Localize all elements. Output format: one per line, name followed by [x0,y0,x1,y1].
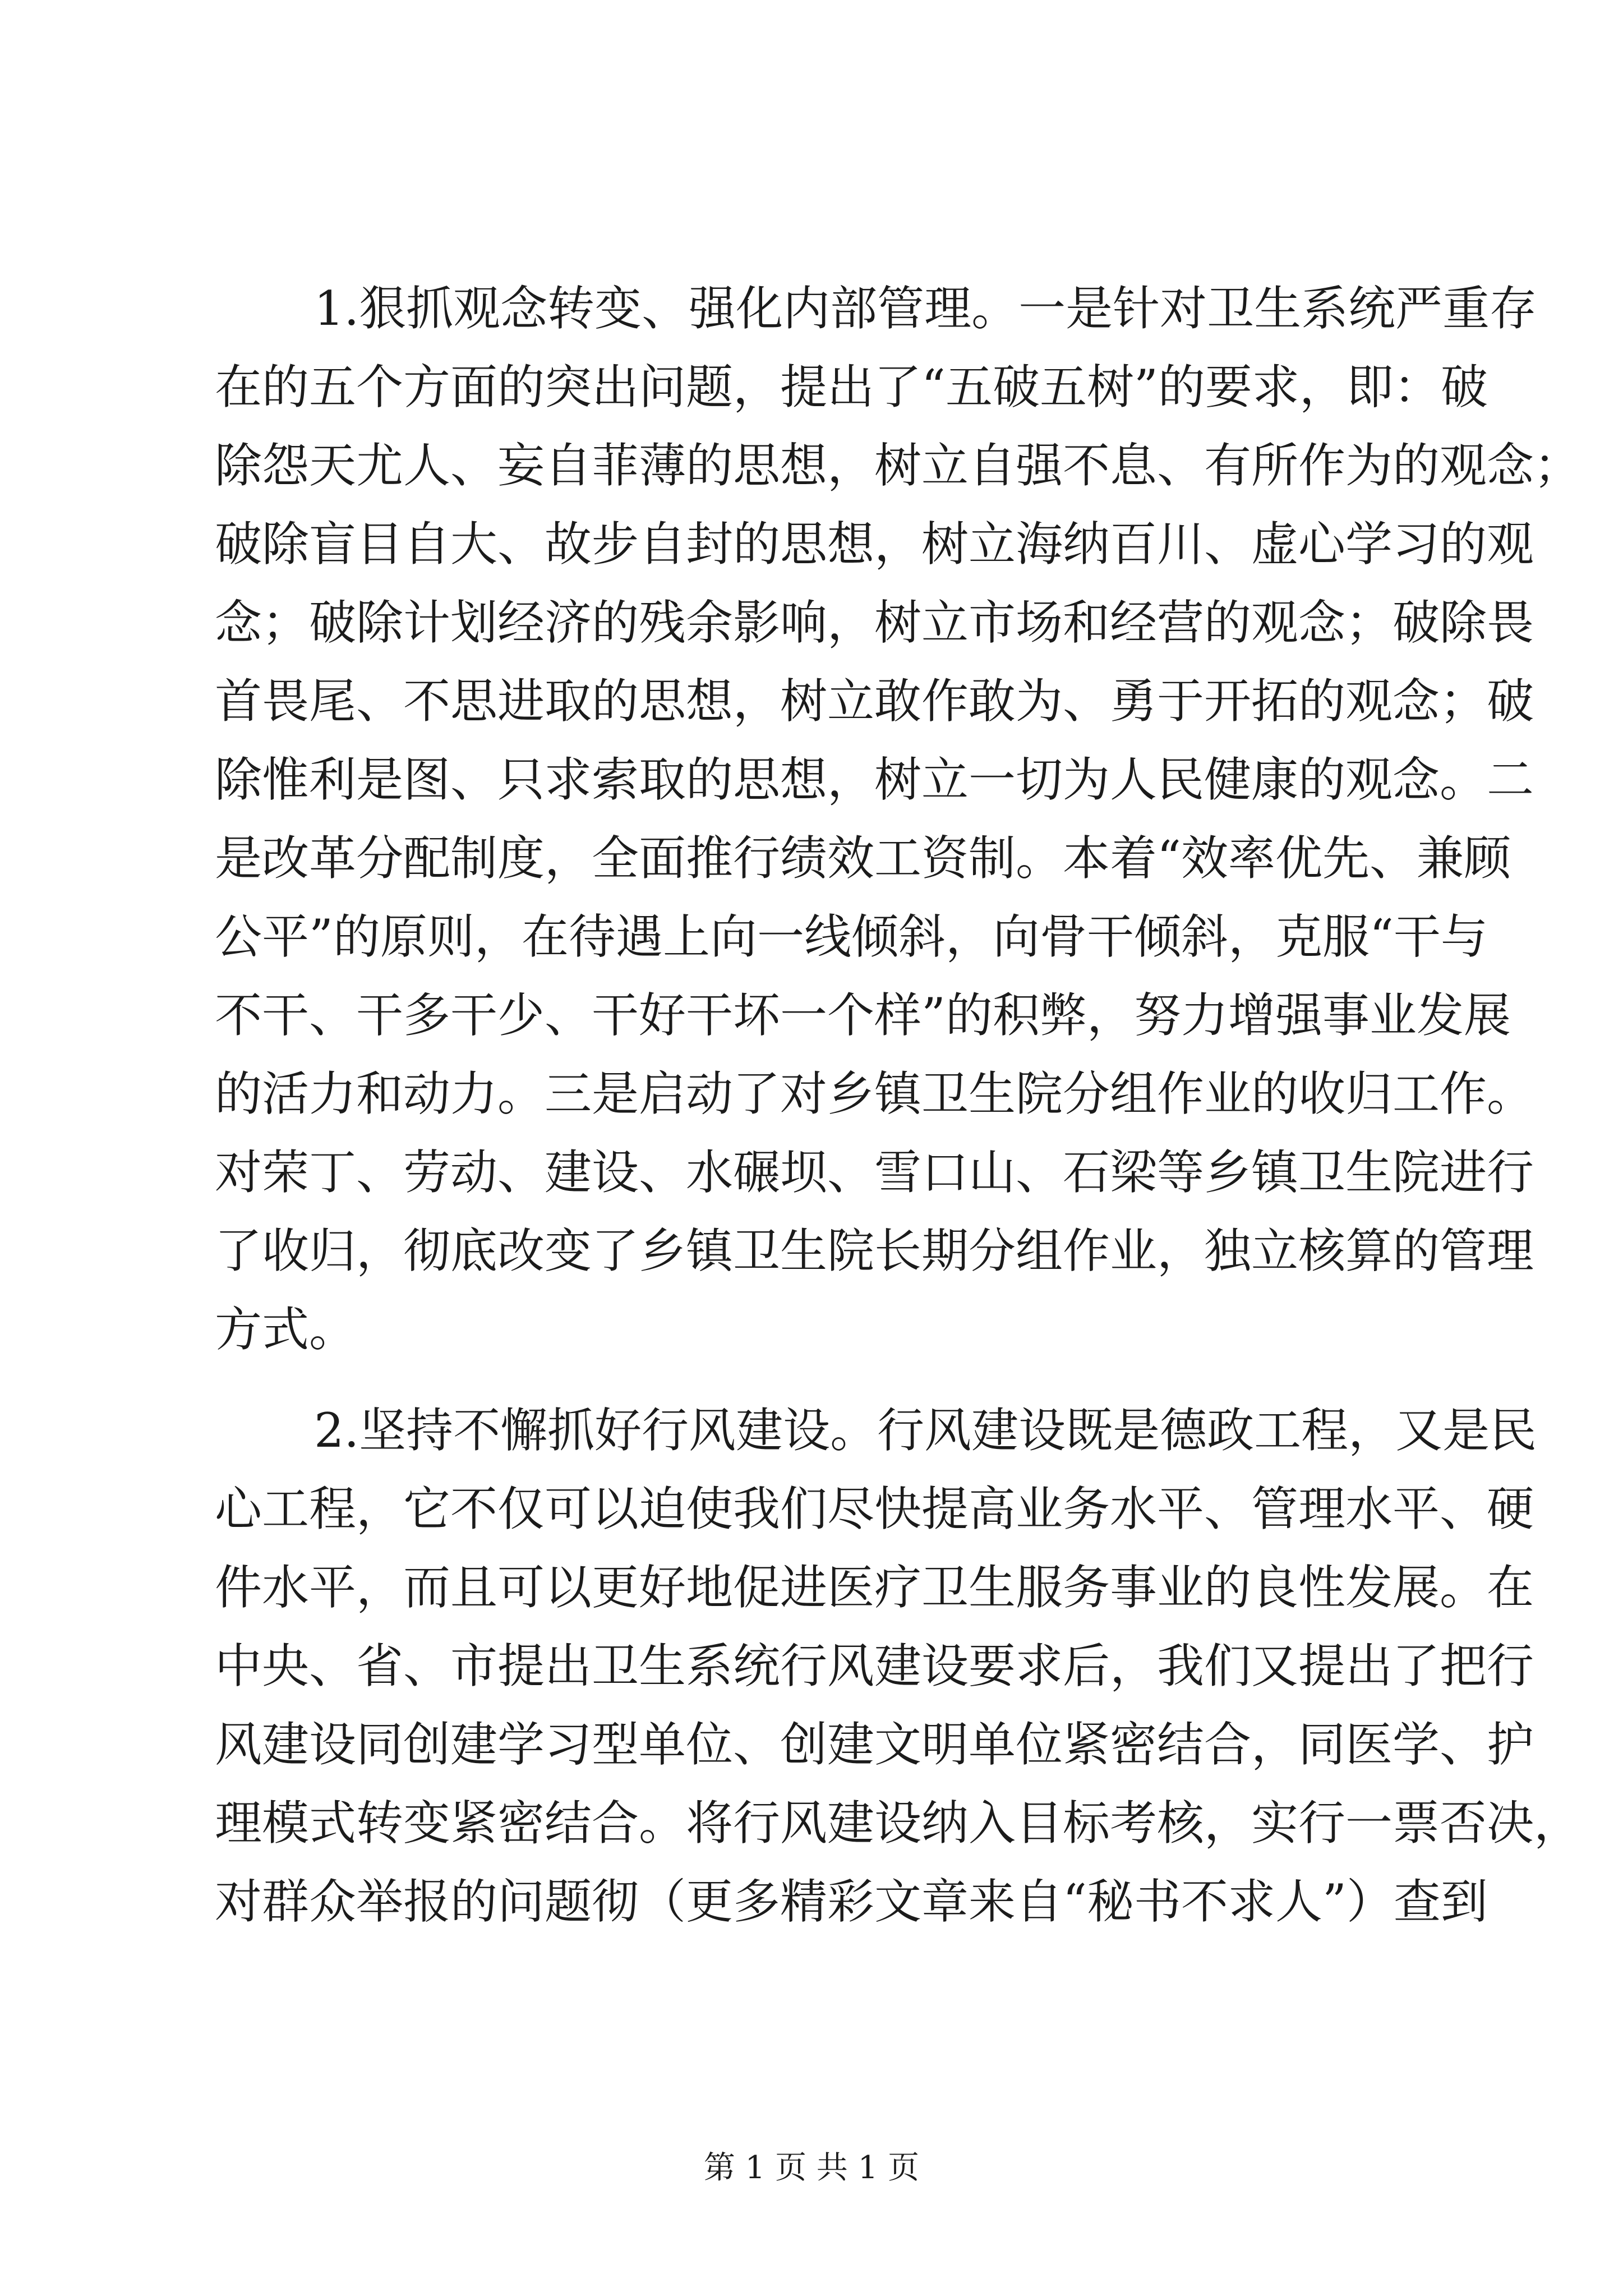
paragraph-1-line-8: 是改革分配制度，全面推行绩效工资制。本着“效率优先、兼顾 [215,831,1511,886]
paragraph-1-line-13: 了收归，彻底改变了乡镇卫生院长期分组作业，独立核算的管理 [215,1223,1534,1278]
paragraph-1-line-4: 破除盲目自大、故步自封的思想，树立海纳百川、虚心学习的观 [215,517,1534,572]
paragraph-1-line-9: 公平”的原则，在待遇上向一线倾斜，向骨干倾斜，克服“干与 [215,909,1488,964]
paragraph-2-line-6: 理模式转变紧密结合。将行风建设纳入目标考核，实行一票否决， [215,1796,1581,1851]
paragraph-2-line-7: 对群众举报的问题彻（更多精彩文章来自“秘书不求人”）查到 [215,1874,1488,1929]
paragraph-1-line-12: 对荣丁、劳动、建设、水碾坝、雪口山、石梁等乡镇卫生院进行 [215,1145,1534,1200]
paragraph-2-line-4: 中央、省、市提出卫生系统行风建设要求后，我们又提出了把行 [215,1639,1534,1694]
paragraph-1-line-7: 除惟利是图、只求索取的思想，树立一切为人民健康的观念。二 [215,752,1534,807]
page-footer: 第 1 页 共 1 页 [703,2150,920,2186]
paragraph-1-line-5: 念；破除计划经济的残余影响，树立市场和经营的观念；破除畏 [215,595,1534,650]
paragraph-1-line-1: 1.狠抓观念转变、强化内部管理。一是针对卫生系统严重存 [314,281,1537,336]
paragraph-1-line-11: 的活力和动力。三是启动了对乡镇卫生院分组作业的收归工作。 [215,1066,1534,1121]
paragraph-1-line-14: 方式。 [215,1302,357,1357]
paragraph-1-line-10: 不干、干多干少、干好干坏一个样”的积弊，努力增强事业发展 [215,988,1511,1043]
paragraph-1-line-3: 除怨天尤人、妄自菲薄的思想，树立自强不息、有所作为的观念； [215,438,1581,493]
paragraph-2-line-2: 心工程，它不仅可以迫使我们尽快提高业务水平、管理水平、硬 [215,1481,1534,1536]
paragraph-2-line-3: 件水平，而且可以更好地促进医疗卫生服务事业的良性发展。在 [215,1560,1534,1615]
paragraph-2-line-1: 2.坚持不懈抓好行风建设。行风建设既是德政工程，又是民 [314,1403,1537,1458]
paragraph-1-line-2: 在的五个方面的突出问题，提出了“五破五树”的要求，即：破 [215,360,1488,415]
paragraph-2-line-5: 风建设同创建学习型单位、创建文明单位紧密结合，同医学、护 [215,1717,1534,1772]
paragraph-1-line-6: 首畏尾、不思进取的思想，树立敢作敢为、勇于开拓的观念；破 [215,674,1534,729]
